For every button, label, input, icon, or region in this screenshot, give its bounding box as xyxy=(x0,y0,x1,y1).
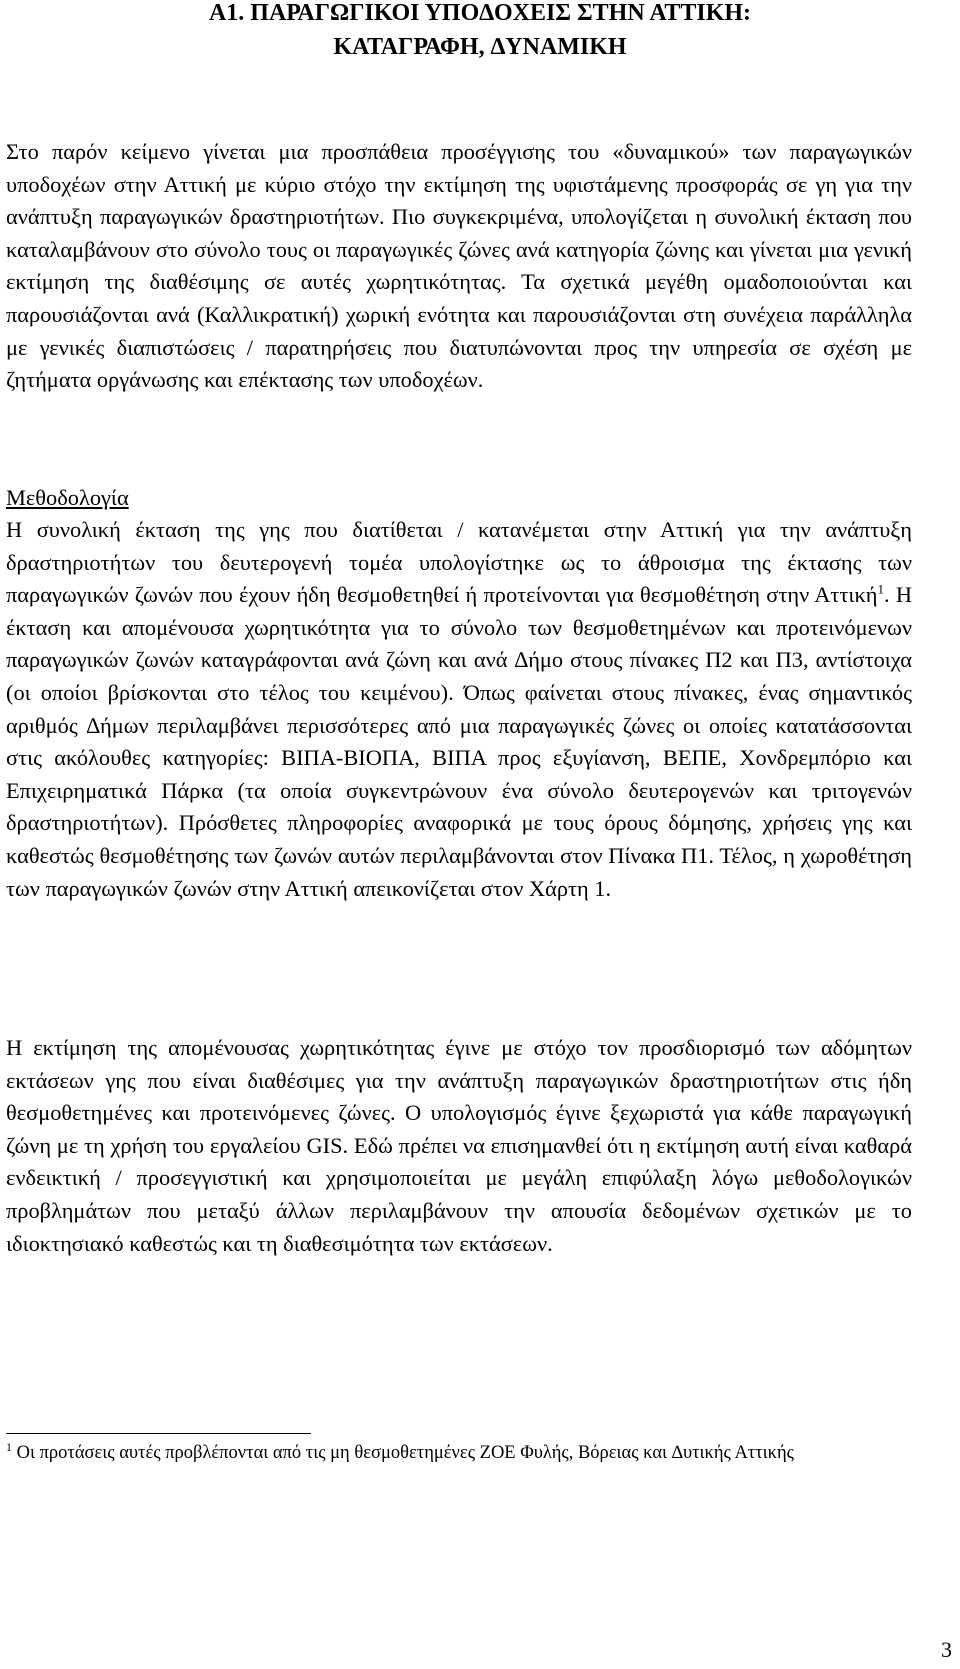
methodology-text-part-2: . Η έκταση και απομένουσα χωρητικότητα για το σύνολο των θεσμοθετημένων και προτεινόμενων παραγωγικών ζωνών καταγράφονται ανά ζώνη και ανά ∆ήμο στους πίνακες Π2 και Π3, αντίστοιχα (οι οποίοι βρίσκονται στο τέλος του κειμένου). Όπως φαίνεται στους πίνακες, ένας σημαντικός αριθμός ∆ήμων περιλαμβάνει περισσότερες από μια παραγωγικές ζώνες οι οποίες κατατάσσονται στις ακόλουθες κατηγορίες: ΒΙΠΑ-ΒΙΟΠΑ, ΒΙΠΑ προς εξυγίανση, ΒΕΠΕ, Χονδρεμπόριο και Επιχειρηματικά Πάρκα (τα οποία συγκεντρώνουν ένα σύνολο δευτερογενών και τριτογενών δραστηριοτήτων). Πρόσθετες πληροφορίες αναφορικά με τους όρους δόμησης, χρήσεις γης και καθεστώς θεσμοθέτησης των ζωνών αυτών περιλαμβάνονται στον Πίνακα Π1. Τέλος, η χωροθέτηση των παραγωγικών ζωνών στην Αττική απεικονίζεται στον Χάρτη 1. xyxy=(6,582,912,901)
footnote-reference[interactable]: 1 xyxy=(877,581,884,597)
methodology-heading: Μεθοδολογία xyxy=(6,485,129,510)
page-title-line-2: ΚΑΤΑΓΡΑΦΗ, ∆ΥΝΑΜΙΚΗ xyxy=(333,34,627,60)
footnote xyxy=(6,1440,886,1467)
methodology-paragraph xyxy=(6,514,912,905)
methodology-text-part-1: Η συνολική έκταση της γης που διατίθεται / κατανέμεται στην Αττική για την ανάπτυξη δραστηριοτήτων του δευτερογενή τομέα υπολογίστηκε ως το άθροισμα της έκτασης των παραγωγικών ζωνών που έχουν ήδη θεσμοθετηθεί ή προτείνονται για θεσμοθέτηση στην Αττική xyxy=(6,517,912,608)
page-number: 3 xyxy=(941,1637,952,1662)
footnote-divider xyxy=(6,1433,311,1434)
footnote-text: Οι προτάσεις αυτές προβλέπονται από τις μη θεσμοθετημένες ΖΟΕ Φυλής, Βόρειας και ∆υτικής Αττικής xyxy=(12,1443,794,1463)
footnote-marker: 1 xyxy=(6,1439,12,1454)
page-title-line-1: Α1. ΠΑΡΑΓΩΓΙΚΟΙ ΥΠΟ∆ΟΧΕΙΣ ΣΤΗΝ ΑΤΤΙΚΗ: xyxy=(208,0,752,26)
intro-paragraph: Στο παρόν κείμενο γίνεται μια προσπάθεια προσέγγισης του «δυναμικού» των παραγωγικών υποδοχέων στην Αττική με κύριο στόχο την εκτίμηση της υφιστάμενης προσφοράς σε γη για την ανάπτυξη παραγωγικών δραστηριοτήτων. Πιο συγκεκριμένα, υπολογίζεται η συνολική έκταση που καταλαμβάνουν στο σύνολο τους οι παραγωγικές ζώνες ανά κατηγορία ζώνης και γίνεται μια γενική εκτίμηση της διαθέσιμης σε αυτές χωρητικότητας. Τα σχετικά μεγέθη ομαδοποιούνται και παρουσιάζονται ανά (Καλλικρατική) χωρική ενότητα και παρουσιάζονται στη συνέχεια παράλληλα με γενικές διαπιστώσεις / παρατηρήσεις που διατυπώνονται προς την υπηρεσία σε σχέση με ζητήματα οργάνωσης και επέκτασης των υποδοχέων. xyxy=(6,139,912,393)
estimate-paragraph: Η εκτίμηση της απομένουσας χωρητικότητας έγινε με στόχο τον προσδιορισμό των αδόμητων εκτάσεων γης που είναι διαθέσιμες για την ανάπτυξη παραγωγικών δραστηριοτήτων στις ήδη θεσμοθετημένες και προτεινόμενες ζώνες. Ο υπολογισμός έγινε ξεχωριστά για κάθε παραγωγική ζώνη με τη χρήση του εργαλείου GIS. Εδώ πρέπει να επισημανθεί ότι η εκτίμηση αυτή είναι καθαρά ενδεικτική / προσεγγιστική και χρησιμοποιείται με μεγάλη επιφύλαξη λόγω μεθοδολογικών προβλημάτων που μεταξύ άλλων περιλαμβάνουν την απουσία δεδομένων σχετικών με το ιδιοκτησιακό καθεστώς και τη διαθεσιμότητα των εκτάσεων. xyxy=(6,1035,912,1256)
